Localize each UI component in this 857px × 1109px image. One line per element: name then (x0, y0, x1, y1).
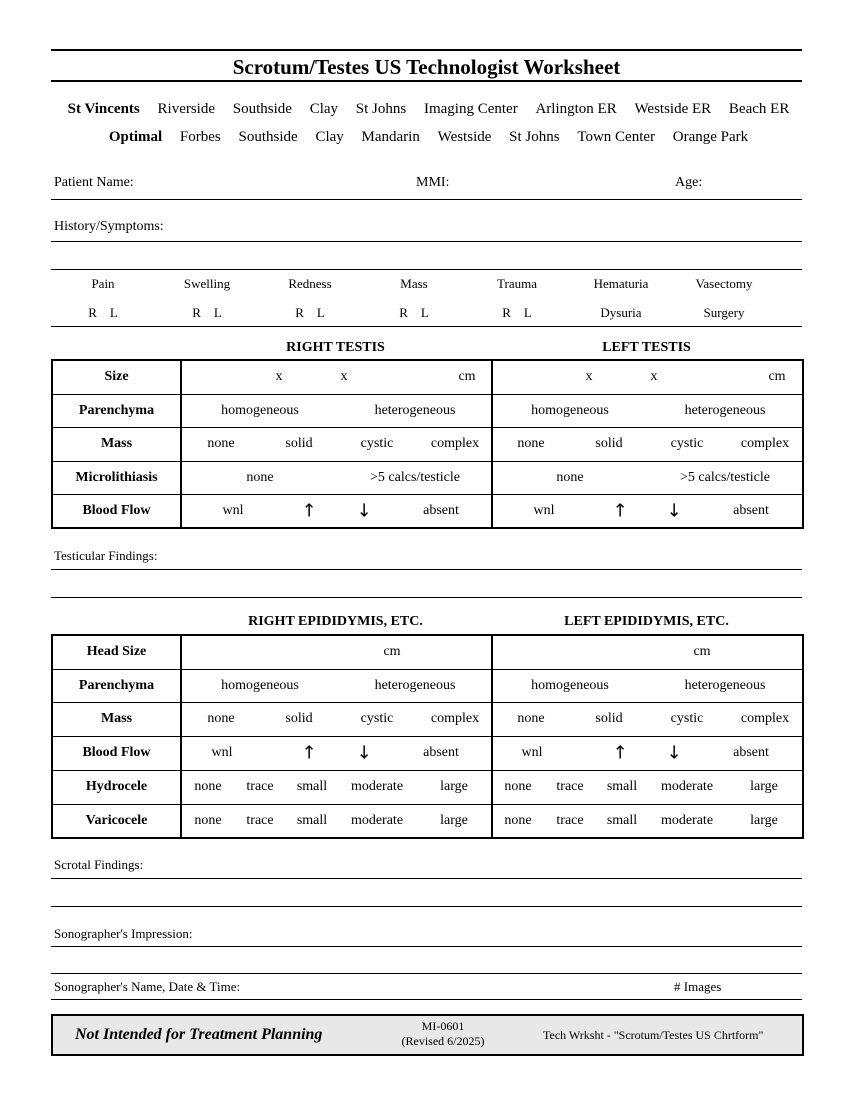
right-flow-cell (181, 736, 492, 770)
option-moderate[interactable]: moderate (660, 779, 714, 794)
option-none[interactable]: none (246, 469, 274, 485)
option-trace[interactable]: trace (556, 812, 584, 828)
left-micro-cell (492, 461, 803, 494)
row-label: Blood Flow (52, 736, 181, 770)
epi-row-parenchyma (52, 669, 803, 702)
right-flow-cell (181, 494, 492, 528)
down-arrow-icon[interactable]: ↓ (356, 742, 372, 764)
row-label: Mass (52, 702, 181, 736)
symptom-redness-side[interactable]: R L (295, 305, 325, 320)
testis-row-size (52, 360, 803, 394)
row-label: Size (52, 360, 181, 394)
option-absent[interactable]: absent (733, 502, 769, 518)
size-x: x (585, 369, 593, 385)
sonographer-label: Sonographer's Name, Date & Time: (54, 979, 241, 994)
down-arrow-icon[interactable]: ↓ (666, 500, 682, 522)
option-none[interactable]: none (207, 711, 235, 726)
left-flow-cell (492, 736, 803, 770)
size-x: x (650, 369, 658, 385)
age-label: Age: (675, 175, 703, 190)
option-heterogeneous[interactable]: heterogeneous (374, 677, 456, 693)
down-arrow-icon[interactable]: ↓ (356, 500, 372, 522)
location-option[interactable]: Forbes (179, 129, 221, 145)
scrotal-findings-line[interactable] (51, 878, 802, 879)
left-parenchyma-cell (492, 394, 803, 427)
org-optimal: Optimal (108, 129, 163, 145)
org-st-vincents: St Vincents (67, 101, 140, 117)
option-none[interactable]: none (517, 436, 545, 451)
impression-line-2[interactable] (51, 973, 802, 974)
location-option[interactable]: Southside (232, 101, 292, 117)
option-complex[interactable]: complex (430, 711, 480, 726)
option-homogeneous[interactable]: homogeneous (531, 402, 609, 418)
epi-row-head-size (52, 635, 803, 669)
testicular-findings-line-2[interactable] (51, 597, 802, 598)
option-complex[interactable]: complex (740, 711, 790, 726)
right-mass-cell (181, 427, 492, 461)
testis-row-mass (52, 427, 803, 461)
up-arrow-icon[interactable]: ↑ (301, 500, 317, 522)
left-size-cell[interactable] (492, 360, 803, 394)
symptom-pain-side[interactable]: R L (88, 305, 118, 320)
option-homogeneous[interactable]: homogeneous (531, 677, 609, 693)
option-homogeneous[interactable]: homogeneous (221, 677, 299, 693)
left-testis-heading: LEFT TESTIS (602, 340, 691, 355)
right-epididymis-heading: RIGHT EPIDIDYMIS, ETC. (248, 614, 423, 629)
title-top-rule (51, 49, 802, 51)
right-testis-heading: RIGHT TESTIS (286, 340, 385, 355)
scrotal-findings-label: Scrotal Findings: (54, 857, 144, 872)
form-name: Tech Wrksht - "Scrotum/Testes US Chrtform" (543, 1028, 764, 1042)
option-calcs[interactable]: >5 calcs/testicle (680, 469, 770, 485)
row-label: Parenchyma (52, 394, 181, 427)
option-wnl[interactable]: wnl (533, 502, 555, 518)
option-solid[interactable]: solid (595, 436, 623, 451)
symptom-mass-side[interactable]: R L (399, 305, 429, 320)
up-arrow-icon[interactable]: ↑ (301, 742, 317, 764)
option-complex[interactable]: complex (740, 436, 790, 451)
right-head-size-cell[interactable] (181, 635, 492, 669)
location-option[interactable]: Orange Park (672, 129, 749, 145)
left-hydrocele-cell (492, 770, 803, 804)
size-unit: cm (458, 369, 476, 385)
location-option[interactable]: Mandarin (361, 129, 420, 145)
left-varicocele-cell (492, 804, 803, 838)
option-none[interactable]: none (517, 711, 545, 726)
symptom-pain: Pain (91, 276, 115, 291)
scrotal-findings-line-2[interactable] (51, 906, 802, 907)
size-x: x (340, 369, 348, 385)
size-unit: cm (383, 644, 401, 660)
option-large[interactable]: large (440, 812, 468, 828)
option-large[interactable]: large (750, 812, 778, 828)
up-arrow-icon[interactable]: ↑ (612, 500, 628, 522)
form-number: MI-0601 (421, 1019, 465, 1033)
location-option[interactable]: Beach ER (728, 101, 790, 117)
option-absent[interactable]: absent (423, 502, 459, 518)
symptom-swelling-side[interactable]: R L (192, 305, 222, 320)
impression-line[interactable] (51, 946, 802, 947)
location-option[interactable]: Arlington ER (535, 101, 617, 117)
option-trace[interactable]: trace (556, 779, 584, 794)
option-heterogeneous[interactable]: heterogeneous (684, 402, 766, 418)
location-option[interactable]: Riverside (157, 101, 216, 117)
right-varicocele-cell (181, 804, 492, 838)
symptom-surgery[interactable]: Surgery (703, 305, 745, 320)
page-title: Scrotum/Testes US Technologist Worksheet (232, 55, 621, 79)
option-absent[interactable]: absent (423, 745, 459, 760)
option-none[interactable]: none (504, 779, 532, 794)
option-large[interactable]: large (440, 779, 468, 794)
option-cystic[interactable]: cystic (360, 436, 394, 451)
option-cystic[interactable]: cystic (670, 436, 704, 451)
size-unit: cm (768, 369, 786, 385)
symptom-trauma-side[interactable]: R L (502, 305, 532, 320)
history-label: History/Symptoms: (54, 219, 164, 234)
option-cystic[interactable]: cystic (360, 711, 394, 726)
history-line[interactable] (51, 241, 802, 242)
symptom-mass: Mass (400, 276, 428, 291)
title-bottom-rule (51, 80, 802, 82)
option-solid[interactable]: solid (595, 711, 623, 726)
patient-name-label: Patient Name: (54, 175, 134, 190)
location-option[interactable]: Town Center (577, 129, 656, 145)
impression-label: Sonographer's Impression: (54, 926, 193, 941)
right-mass-cell (181, 702, 492, 736)
testicular-findings-line[interactable] (51, 569, 802, 570)
symptom-hematuria: Hematuria (593, 276, 649, 291)
testicular-findings-label: Testicular Findings: (54, 548, 158, 563)
right-size-cell[interactable] (181, 360, 492, 394)
option-wnl[interactable]: wnl (222, 502, 244, 518)
left-head-size-cell[interactable] (492, 635, 803, 669)
option-calcs[interactable]: >5 calcs/testicle (370, 469, 460, 485)
location-option[interactable]: Westside ER (634, 101, 712, 117)
symptom-vasectomy: Vasectomy (695, 276, 753, 291)
option-none[interactable]: none (504, 812, 532, 828)
epi-row-varicocele (52, 804, 803, 838)
epi-row-mass (52, 702, 803, 736)
option-heterogeneous[interactable]: heterogeneous (374, 402, 456, 418)
row-label: Mass (52, 427, 181, 461)
location-row-optimal (0, 129, 857, 146)
right-hydrocele-cell (181, 770, 492, 804)
right-parenchyma-cell (181, 669, 492, 702)
option-none[interactable]: none (194, 812, 222, 828)
option-none[interactable]: none (194, 779, 222, 794)
row-label: Microlithiasis (52, 461, 181, 494)
symptom-dysuria[interactable]: Dysuria (600, 305, 642, 320)
epi-row-blood-flow (52, 736, 803, 770)
revision-date: (Revised 6/2025) (401, 1034, 485, 1048)
symptom-redness: Redness (288, 276, 332, 291)
right-micro-cell (181, 461, 492, 494)
left-epididymis-heading: LEFT EPIDIDYMIS, ETC. (564, 614, 729, 629)
left-mass-cell (492, 702, 803, 736)
option-moderate[interactable]: moderate (350, 812, 404, 828)
left-parenchyma-cell (492, 669, 803, 702)
testis-row-parenchyma (52, 394, 803, 427)
footer-box (51, 1014, 804, 1056)
row-label: Varicocele (52, 804, 181, 838)
location-option[interactable]: St Johns (355, 101, 407, 117)
row-label: Hydrocele (52, 770, 181, 804)
location-option[interactable]: Clay (315, 129, 344, 145)
form-id (393, 1019, 493, 1049)
left-flow-cell (492, 494, 803, 528)
location-option[interactable]: Imaging Center (423, 101, 518, 117)
option-solid[interactable]: solid (285, 436, 313, 451)
down-arrow-icon[interactable]: ↓ (666, 742, 682, 764)
right-parenchyma-cell (181, 394, 492, 427)
symptom-trauma: Trauma (497, 276, 537, 291)
option-absent[interactable]: absent (733, 745, 769, 760)
testis-row-blood-flow (52, 494, 803, 528)
symptom-swelling: Swelling (183, 276, 231, 291)
patient-line[interactable] (51, 199, 802, 200)
row-label: Head Size (52, 635, 181, 669)
option-cystic[interactable]: cystic (670, 711, 704, 726)
option-moderate[interactable]: moderate (660, 812, 714, 828)
sonographer-line[interactable] (51, 999, 802, 1000)
option-small[interactable]: small (606, 779, 638, 794)
option-wnl[interactable]: wnl (211, 745, 233, 760)
option-small[interactable]: small (296, 812, 328, 828)
up-arrow-icon[interactable]: ↑ (612, 742, 628, 764)
option-moderate[interactable]: moderate (350, 779, 404, 794)
option-trace[interactable]: trace (246, 779, 274, 794)
option-homogeneous[interactable]: homogeneous (221, 402, 299, 418)
mmi-label: MMI: (416, 175, 450, 190)
testis-table (51, 359, 804, 529)
symptoms-top-rule (51, 269, 802, 270)
symptoms-bottom-rule (51, 326, 802, 327)
option-small[interactable]: small (296, 779, 328, 794)
option-large[interactable]: large (750, 779, 778, 794)
option-trace[interactable]: trace (246, 812, 274, 828)
location-option[interactable]: Southside (238, 129, 298, 145)
treatment-disclaimer: Not Intended for Treatment Planning (75, 1026, 323, 1043)
size-x: x (275, 369, 283, 385)
option-none[interactable]: none (556, 469, 584, 485)
location-option[interactable]: Clay (309, 101, 339, 117)
epi-row-hydrocele (52, 770, 803, 804)
left-mass-cell (492, 427, 803, 461)
location-option[interactable]: St Johns (509, 129, 560, 145)
location-option[interactable]: Westside (437, 129, 492, 145)
row-label: Parenchyma (52, 669, 181, 702)
epididymis-table (51, 634, 804, 839)
option-small[interactable]: small (606, 812, 638, 828)
option-complex[interactable]: complex (430, 436, 480, 451)
option-solid[interactable]: solid (285, 711, 313, 726)
testis-row-microlithiasis (52, 461, 803, 494)
location-row-st-vincents (0, 101, 857, 118)
row-label: Blood Flow (52, 494, 181, 528)
option-none[interactable]: none (207, 436, 235, 451)
images-label: # Images (674, 979, 722, 994)
option-wnl[interactable]: wnl (521, 745, 543, 760)
option-heterogeneous[interactable]: heterogeneous (684, 677, 766, 693)
size-unit: cm (693, 644, 711, 660)
